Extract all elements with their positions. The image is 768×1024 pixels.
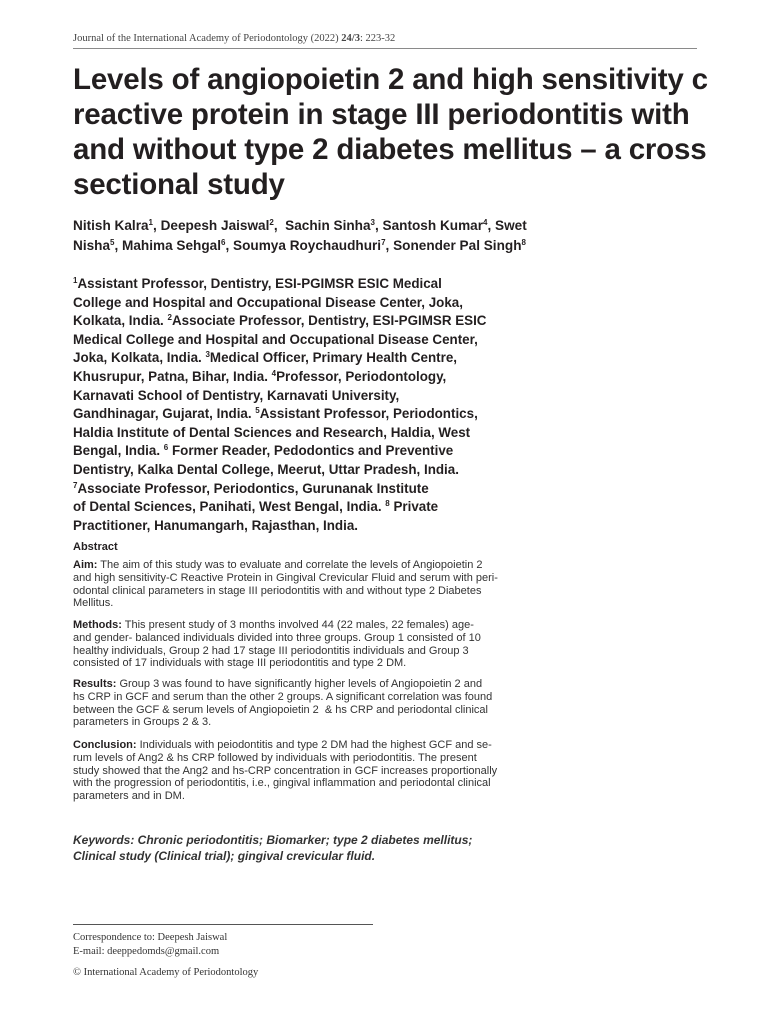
- affiliation-mark: 3: [205, 350, 210, 360]
- author-affil-mark: 4: [483, 218, 488, 227]
- abstract-line: Mellitus.: [73, 597, 114, 610]
- author-affil-mark: 3: [370, 218, 375, 227]
- abstract-line: [73, 559, 697, 572]
- author-name: Mahima Sehgal: [122, 238, 222, 253]
- author-list: [73, 216, 697, 256]
- author-name: Deepesh Jaiswal: [160, 218, 270, 233]
- author-separator: ,: [273, 218, 286, 233]
- author-line: [73, 236, 697, 256]
- keywords: [73, 832, 697, 864]
- abstract-line: consisted of 17 individuals with stage III periodontitis and type 2 DM.: [73, 657, 407, 670]
- author-separator: ,: [225, 238, 234, 253]
- affiliation-text: Karnavati School of Dentistry, Karnavati University,: [73, 387, 400, 403]
- affiliation-text: of Dental Sciences, Panihati, West Bengal, India.: [73, 499, 386, 515]
- abstract-line: between the GCF & serum levels of Angiopoietin 2 & hs CRP and periodontal clinical: [73, 703, 488, 716]
- abstract-label: Results:: [73, 678, 117, 690]
- abstract-line: parameters and in DM.: [73, 790, 185, 803]
- abstract-text: The aim of this study was to evaluate and correlate the levels of Angiopoietin 2: [97, 559, 483, 571]
- affiliation-text: Associate Professor, Dentistry, ESI-PGIMSR ESIC: [171, 313, 487, 329]
- affiliation-line: [73, 368, 697, 387]
- author-affil-mark: 6: [221, 238, 226, 247]
- affiliation-text: Gandhinagar, Gujarat, India.: [73, 406, 256, 422]
- abstract-line: odontal clinical parameters in stage III periodontitis with and without type 2 Diabetes: [73, 584, 482, 597]
- author-name: Sonender Pal Singh: [393, 238, 522, 253]
- keywords-line: Clinical study (Clinical trial); gingival crevicular fluid.: [73, 849, 376, 863]
- copyright: © International Academy of Periodontology: [73, 967, 259, 978]
- abstract-line: rum levels of Ang2 & hs CRP followed by individuals with periodontitis. The present: [73, 751, 477, 764]
- header-rule: [73, 48, 697, 49]
- author-separator: , Swet: [487, 218, 527, 233]
- affiliation-text: Dentistry, Kalka Dental College, Meerut, Uttar Pradesh, India.: [73, 461, 459, 477]
- affiliation-mark: 1: [73, 276, 78, 285]
- affiliation-mark: 7: [73, 480, 78, 490]
- affiliation-text: Bengal, India.: [73, 443, 164, 459]
- author-affil-mark: 1: [148, 218, 153, 227]
- affiliations: [73, 275, 697, 535]
- affiliation-line: [73, 294, 697, 313]
- author-affil-mark: 8: [521, 238, 526, 247]
- affiliation-line: [73, 480, 697, 499]
- abstract-methods: [73, 619, 697, 670]
- abstract-line: parameters in Groups 2 & 3.: [73, 716, 212, 729]
- affiliation-line: [73, 498, 697, 517]
- title-line: reactive protein in stage III periodontitis with: [73, 98, 690, 131]
- affiliation-text: Professor, Periodontology,: [276, 368, 447, 384]
- correspondence: Correspondence to: Deepesh Jaiswal: [73, 932, 228, 943]
- affiliation-text: Medical Officer, Primary Health Centre,: [209, 350, 457, 366]
- author-affil-mark: 7: [381, 238, 386, 247]
- keywords-line: Keywords: Chronic periodontitis; Biomarker; type 2 diabetes mellitus;: [73, 833, 473, 847]
- affiliation-text: College and Hospital and Occupational Disease Center, Joka,: [73, 294, 463, 310]
- author-name: Santosh Kumar: [382, 218, 484, 233]
- author-line: [73, 216, 697, 236]
- author-separator: ,: [374, 218, 383, 233]
- affiliation-line: [73, 405, 697, 424]
- author-affil-mark: 5: [110, 238, 115, 247]
- author-name: Soumya Roychaudhuri: [233, 238, 382, 253]
- abstract-label: Conclusion:: [73, 739, 137, 751]
- abstract-conclusion: [73, 739, 697, 803]
- journal-header: [73, 33, 395, 44]
- affiliation-text: Khusrupur, Patna, Bihar, India.: [73, 368, 272, 384]
- affiliation-line: [73, 517, 697, 536]
- affiliation-text: Associate Professor, Periodontics, Gurunanak Institute: [77, 480, 429, 496]
- affiliation-line: [73, 424, 697, 443]
- abstract-line: [73, 739, 697, 752]
- affiliation-line: [73, 349, 697, 368]
- affiliation-line: [73, 275, 697, 294]
- abstract-line: [73, 619, 697, 632]
- abstract-results: [73, 678, 697, 729]
- author-name: Nisha: [73, 238, 111, 253]
- affiliation-text: Medical College and Hospital and Occupational Disease Center,: [73, 331, 478, 347]
- abstract-text: This present study of 3 months involved 44 (22 males, 22 females) age-: [121, 619, 474, 631]
- affiliation-text: Private: [389, 499, 439, 515]
- title-line: and without type 2 diabetes mellitus – a cross: [73, 133, 707, 166]
- affiliation-line: [73, 312, 697, 331]
- abstract-text: Individuals with peiodontitis and type 2 DM had the highest GCF and se-: [136, 739, 492, 751]
- affiliation-text: Haldia Institute of Dental Sciences and Research, Haldia, West: [73, 424, 471, 440]
- abstract-line: study showed that the Ang2 and hs-CRP concentration in GCF increases proportionally: [73, 764, 498, 777]
- affiliation-line: [73, 387, 697, 406]
- article-title: [73, 62, 708, 202]
- journal-citation: Journal of the International Academy of Periodontology (2022): [73, 33, 342, 44]
- author-separator: ,: [114, 238, 123, 253]
- affiliation-mark: 4: [271, 368, 277, 378]
- abstract-aim: [73, 559, 697, 610]
- author-separator: ,: [385, 238, 394, 253]
- affiliation-mark: 2: [167, 313, 172, 323]
- abstract-label: Methods:: [73, 619, 122, 631]
- abstract-heading: Abstract: [73, 541, 118, 553]
- affiliation-text: Assistant Professor, Periodontics,: [259, 406, 478, 422]
- abstract-line: [73, 678, 697, 691]
- volume-issue: 24/3: [341, 33, 360, 44]
- email-contact: E-mail: deeppedomds@gmail.com: [73, 946, 220, 957]
- affiliation-text: Joka, Kolkata, India.: [73, 350, 206, 366]
- affiliation-mark: 6: [163, 443, 169, 453]
- page-range: : 223-32: [359, 33, 396, 44]
- abstract-line: and high sensitivity-C Reactive Protein in Gingival Crevicular Fluid and serum with peri-: [73, 571, 498, 584]
- affiliation-line: [73, 442, 697, 461]
- author-affil-mark: 2: [269, 218, 274, 227]
- title-line: Levels of angiopoietin 2 and high sensitivity c: [73, 63, 708, 96]
- abstract-line: hs CRP in GCF and serum than the other 2 groups. A significant correlation was found: [73, 690, 493, 703]
- affiliation-text: Former Reader, Pedodontics and Preventive: [168, 443, 454, 459]
- abstract-line: healthy individuals, Group 2 had 17 stage III periodontitis individuals and Group 3: [73, 644, 469, 657]
- author-name: Sachin Sinha: [285, 218, 371, 233]
- affiliation-text: Kolkata, India.: [73, 313, 168, 329]
- affiliation-mark: 5: [255, 406, 260, 416]
- affiliation-text: Practitioner, Hanumangarh, Rajasthan, India.: [73, 517, 358, 533]
- abstract-text: Group 3 was found to have significantly higher levels of Angiopoietin 2 and: [116, 678, 483, 690]
- author-name: Nitish Kalra: [73, 218, 149, 233]
- affiliation-mark: 8: [385, 499, 390, 509]
- footnote-rule: [73, 924, 373, 925]
- affiliation-line: [73, 331, 697, 350]
- title-line: sectional study: [73, 168, 285, 201]
- affiliation-line: [73, 461, 697, 480]
- abstract-line: with the progression of periodontitis, i.e., gingival inflammation and periodontal clinical: [73, 777, 491, 790]
- abstract-line: and gender- balanced individuals divided into three groups. Group 1 consisted of 10: [73, 631, 481, 644]
- affiliation-text: Assistant Professor, Dentistry, ESI-PGIMSR ESIC Medical: [77, 276, 442, 291]
- abstract-label: Aim:: [73, 559, 98, 571]
- author-separator: ,: [153, 218, 161, 233]
